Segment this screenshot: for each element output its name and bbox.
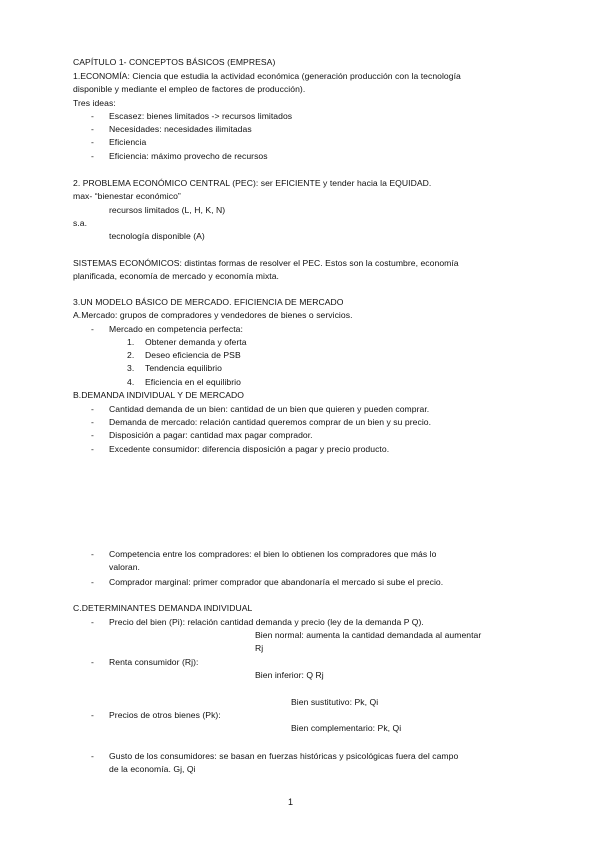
bullet-dash: - [91, 657, 94, 667]
complementary-good-line: Bien complementario: Pk, Qi [291, 723, 402, 733]
economic-systems-line-2: planificada, economía de mercado y economía mixta. [73, 271, 279, 281]
bullet-dash: - [91, 710, 94, 720]
demand-item: Disposición a pagar: cantidad max pagar comprador. [109, 430, 313, 440]
bullet-dash: - [91, 444, 94, 454]
consumer-taste-line-1: Gusto de los consumidores: se basan en fuerzas históricas y psicológicas fuera del campo [109, 751, 459, 761]
bullet-dash: - [91, 404, 94, 414]
economia-definition-line-1: 1.ECONOMÍA: Ciencia que estudia la actividad económica (generación producción con la tecnología [73, 71, 461, 81]
bullet-dash: - [91, 549, 94, 559]
substitute-good-line: Bien sustitutivo: Pk, Qi [291, 697, 379, 707]
bullet-dash: - [91, 324, 94, 334]
bullet-dash: - [91, 124, 94, 134]
inferior-good-line: Bien inferior: Q Rj [255, 670, 324, 680]
bullet-dash: - [91, 417, 94, 427]
numbered-marker: 2. [127, 350, 135, 360]
idea-item: Eficiencia [109, 137, 147, 147]
economia-definition-line-2: disponible y mediante el empleo de factores de producción). [73, 84, 306, 94]
numbered-item: Deseo eficiencia de PSB [145, 350, 241, 360]
numbered-item: Eficiencia en el equilibrio [145, 377, 241, 387]
market-definition: A.Mercado: grupos de compradores y vendedores de bienes o servicios. [73, 310, 353, 320]
income-item: Renta consumidor (Rj): [109, 657, 199, 667]
market-model-heading: 3.UN MODELO BÁSICO DE MERCADO. EFICIENCIA DE MERCADO [73, 297, 344, 307]
buyer-competition-line-2: valoran. [109, 562, 140, 572]
normal-good-line-2: Rj [255, 643, 264, 653]
limited-resources-line: recursos limitados (L, H, K, N) [109, 205, 226, 215]
idea-item: Eficiencia: máximo provecho de recursos [109, 151, 268, 161]
marginal-buyer-item: Comprador marginal: primer comprador que abandonaría el mercado si sube el precio. [109, 577, 444, 587]
other-prices-item: Precios de otros bienes (Pk): [109, 710, 221, 720]
numbered-marker: 4. [127, 377, 135, 387]
demand-heading: B.DEMANDA INDIVIDUAL Y DE MERCADO [73, 390, 245, 400]
own-price-item: Precio del bien (Pi): relación cantidad demanda y precio (ley de la demanda P Q). [109, 617, 424, 627]
buyer-competition-line-1: Competencia entre los compradores: el bien lo obtienen los compradores que más lo [109, 549, 437, 559]
numbered-marker: 1. [127, 337, 135, 347]
bullet-dash: - [91, 751, 94, 761]
bullet-dash: - [91, 577, 94, 587]
page-number: 1 [288, 797, 294, 807]
normal-good-line-1: Bien normal: aumenta la cantidad demandada al aumentar [255, 630, 482, 640]
pec-heading: 2. PROBLEMA ECONÓMICO CENTRAL (PEC): ser EFICIENTE y tender hacia la EQUIDAD. [73, 178, 432, 188]
numbered-item: Tendencia equilibrio [145, 363, 222, 373]
demand-item: Excedente consumidor: diferencia disposición a pagar y precio producto. [109, 444, 390, 454]
max-welfare-line: max- “bienestar económico” [73, 191, 181, 201]
idea-item: Escasez: bienes limitados -> recursos limitados [109, 111, 293, 121]
consumer-taste-line-2: de la economía. Gj, Qi [109, 764, 196, 774]
bullet-dash: - [91, 151, 94, 161]
bullet-dash: - [91, 617, 94, 627]
chapter-title: CAPÍTULO 1- CONCEPTOS BÁSICOS (EMPRESA) [73, 57, 276, 67]
bullet-dash: - [91, 137, 94, 147]
demand-item: Demanda de mercado: relación cantidad queremos comprar de un bien y su precio. [109, 417, 432, 427]
numbered-marker: 3. [127, 363, 135, 373]
demand-item: Cantidad demanda de un bien: cantidad de un bien que quieren y pueden comprar. [109, 404, 430, 414]
economic-systems-line-1: SISTEMAS ECONÓMICOS: distintas formas de resolver el PEC. Estos son la costumbre, economía [73, 258, 459, 268]
idea-item: Necesidades: necesidades ilimitadas [109, 124, 252, 134]
determinants-heading: C.DETERMINANTES DEMANDA INDIVIDUAL [73, 603, 253, 613]
available-technology-line: tecnología disponible (A) [109, 231, 205, 241]
three-ideas-label: Tres ideas: [73, 98, 116, 108]
bullet-dash: - [91, 111, 94, 121]
bullet-dash: - [91, 430, 94, 440]
numbered-item: Obtener demanda y oferta [145, 337, 247, 347]
subject-to-label: s.a. [73, 218, 88, 228]
perfect-competition-item: Mercado en competencia perfecta: [109, 324, 243, 334]
